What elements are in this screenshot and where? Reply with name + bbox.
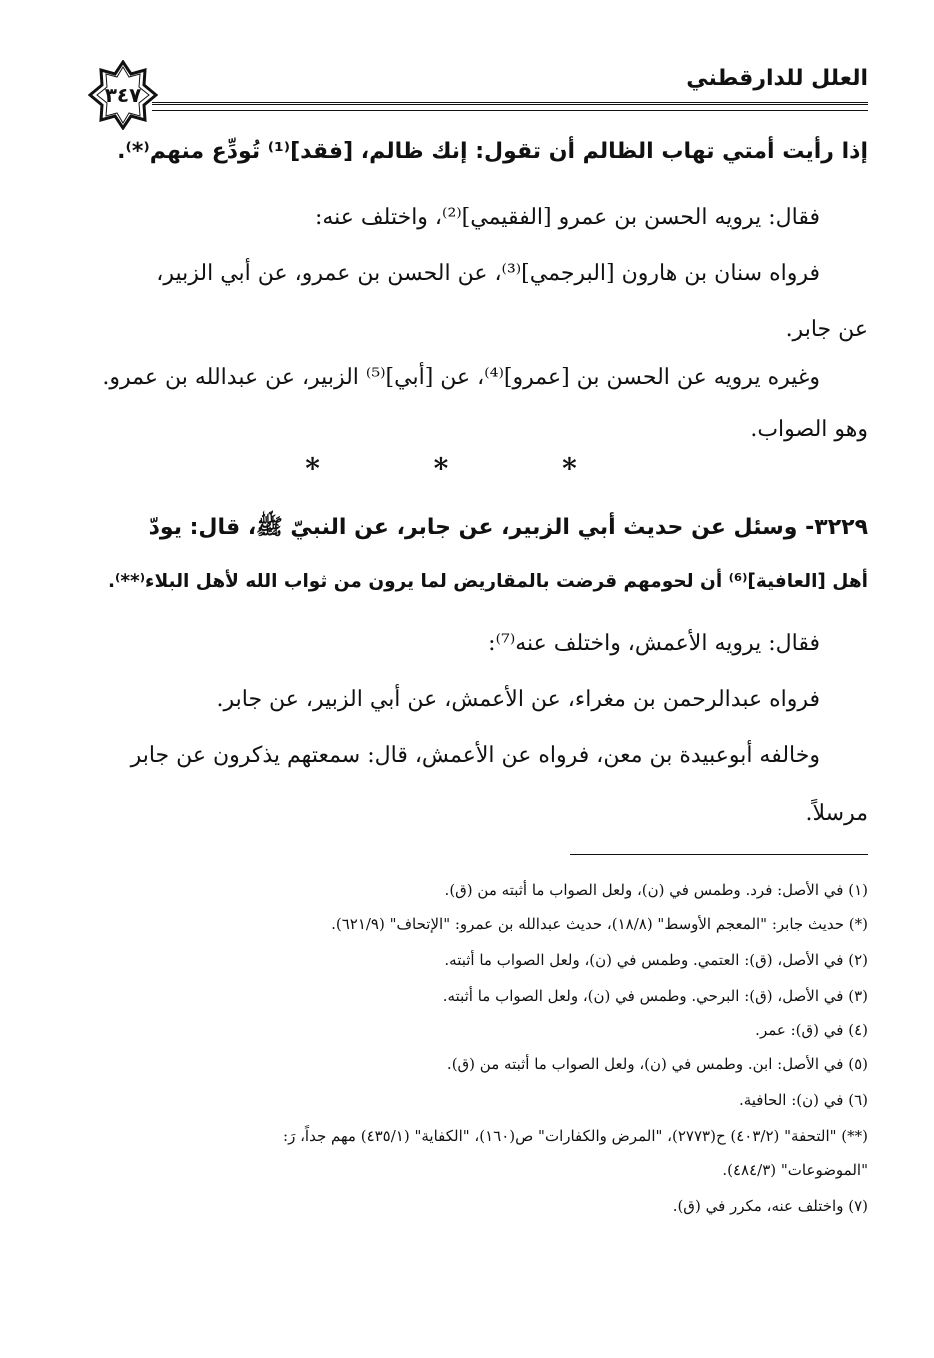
body2-line-2: فرواه عبدالرحمن بن مغراء، عن الأعمش، عن أبي الزبير، عن جابر. xyxy=(216,687,820,712)
header-rule-thin xyxy=(152,110,868,111)
body-line-3: فرواه سنان بن هارون [البرجمي]⁽³⁾، عن الحسن بن عمرو، عن أبي الزبير، xyxy=(156,261,820,286)
body-line-5: وغيره يرويه عن الحسن بن [عمرو]⁽⁴⁾، عن [أبي]⁽⁵⁾ الزبير، عن عبدالله بن عمرو. xyxy=(102,365,820,390)
hadith-line-2: أهل [العافية]⁽⁶⁾ أن لحومهم قرضت بالمقاريض لما يرون من ثواب الله لأهل البلاء⁽**⁾. xyxy=(107,571,868,592)
body-line-1: إذا رأيت أمتي تهاب الظالم أن تقول: إنك ظالم، [فقد]⁽¹⁾ تُودِّع منهم⁽*⁾. xyxy=(117,139,868,164)
page-number: ٣٤٧ xyxy=(104,83,142,107)
footnote-5: (٥) في الأصل: ابن. وطمس في (ن)، ولعل الصواب ما أثبته من (ق). xyxy=(446,1055,868,1073)
footnote-double-star-cont: "الموضوعات" (٤٨٤/٣). xyxy=(722,1161,868,1179)
footnote-star: (*) حديث جابر: "المعجم الأوسط" (١٨/٨)، حديث عبدالله بن عمرو: "الإتحاف" (٦٢١/٩). xyxy=(331,915,868,933)
footnote-7: (٧) واختلف عنه، مكرر في (ق). xyxy=(672,1197,868,1215)
page-number-badge xyxy=(88,60,158,130)
body2-line-3: وخالفه أبوعبيدة بن معن، فرواه عن الأعمش، قال: سمعتهم يذكرون عن جابر xyxy=(130,743,820,768)
footnote-2: (٢) في الأصل، (ق): العتمي. وطمس في (ن)، ولعل الصواب ما أثبته. xyxy=(444,951,868,969)
footnote-1: (١) في الأصل: فرد. وطمس في (ن)، ولعل الصواب ما أثبته من (ق). xyxy=(444,881,868,899)
body2-line-4: مرسلاً. xyxy=(805,801,868,826)
footnote-6: (٦) في (ن): الحافية. xyxy=(738,1091,868,1109)
hadith-line-1: ٣٢٢٩- وسئل عن حديث أبي الزبير، عن جابر، عن النبيّ ﷺ، قال: يودّ xyxy=(148,515,868,540)
footnote-4: (٤) في (ق): عمر. xyxy=(755,1021,868,1039)
footnote-double-star: (**) "التحفة" (٤٠٣/٢) ح(٢٧٧٣)، "المرض والكفارات" ص(١٦٠)، "الكفاية" (٤٣٥/١) مهم جداً، رَ: xyxy=(283,1127,868,1145)
body-line-2: فقال: يرويه الحسن بن عمرو [الفقيمي]⁽²⁾، واختلف عنه: xyxy=(314,205,820,230)
footnote-3: (٣) في الأصل، (ق): البرحي. وطمس في (ن)، ولعل الصواب ما أثبته. xyxy=(442,987,868,1005)
body2-line-1: فقال: يرويه الأعمش، واختلف عنه⁽⁷⁾: xyxy=(488,631,820,656)
section-separator: * * * xyxy=(305,452,629,485)
running-header-title: العلل للدارقطني xyxy=(686,66,868,91)
footnote-divider xyxy=(570,854,868,855)
header-rule xyxy=(152,102,868,105)
body-line-4: عن جابر. xyxy=(785,317,868,342)
body-line-6: وهو الصواب. xyxy=(750,417,868,442)
